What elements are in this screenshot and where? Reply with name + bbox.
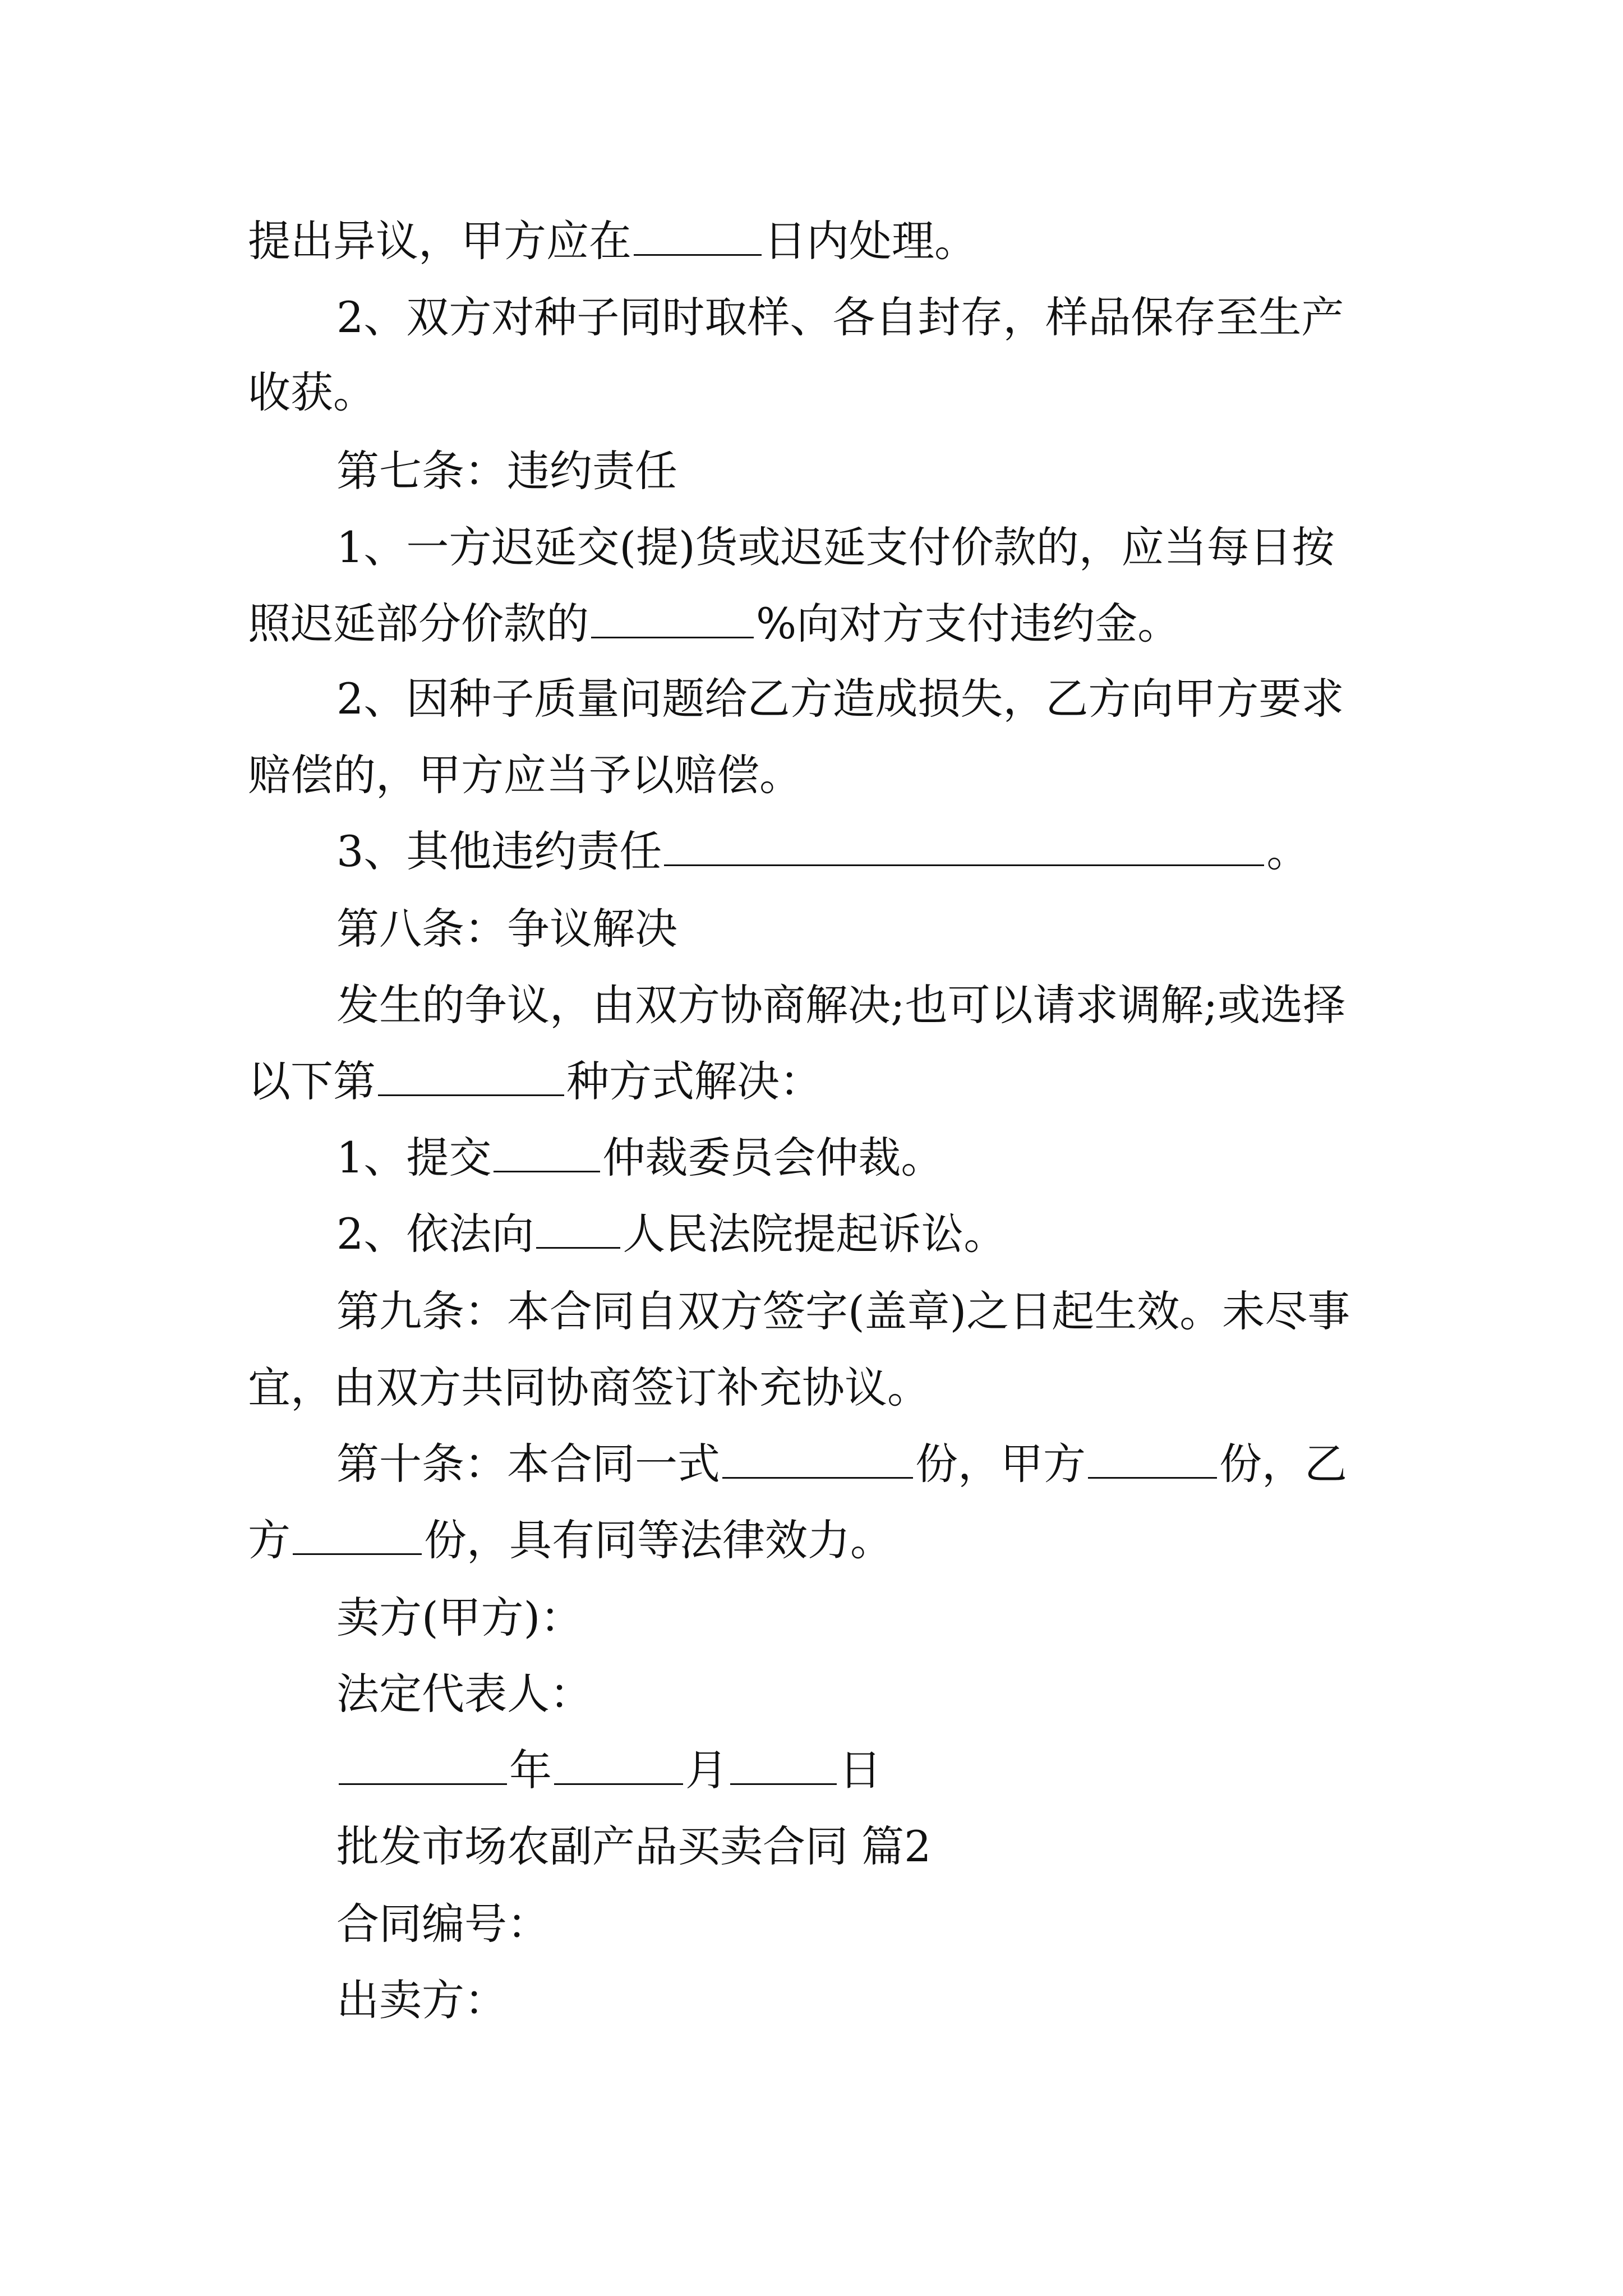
- blank-field[interactable]: [293, 1519, 422, 1555]
- text-line: [336, 1131, 943, 1185]
- date-year-label: 年: [509, 1745, 552, 1795]
- blank-field[interactable]: [494, 1136, 600, 1172]
- signature-seller: 卖方(甲方)：: [336, 1593, 583, 1642]
- text-segment: %向对方支付违约金。: [756, 599, 1181, 648]
- text-segment: 。: [1266, 826, 1310, 876]
- blank-field[interactable]: [664, 830, 1264, 866]
- signature-legal-rep: 法定代表人：: [336, 1669, 592, 1719]
- text-line: [336, 825, 1309, 878]
- date-day-label: 日: [839, 1745, 882, 1795]
- text-segment: 照迟延部分价款的: [248, 599, 589, 648]
- text-line: 1、一方迟延交(提)货或迟延支付价款的，应当每日按: [336, 522, 1335, 572]
- text-line: [248, 214, 977, 268]
- date-month-label: 月: [685, 1745, 728, 1795]
- document-title: 批发市场农副产品买卖合同 篇2: [336, 1821, 932, 1871]
- text-segment: 份，乙: [1219, 1439, 1347, 1489]
- blank-field[interactable]: [536, 1212, 620, 1249]
- text-line: 2、双方对种子同时取样、各自封存，样品保存至生产: [336, 292, 1344, 342]
- text-segment: 以下第: [248, 1056, 376, 1106]
- text-line: 赔偿的，甲方应当予以赔偿。: [248, 750, 802, 800]
- blank-field[interactable]: [378, 1060, 564, 1096]
- text-segment: 日内处理。: [764, 216, 977, 266]
- text-segment: 份，甲方: [915, 1439, 1086, 1489]
- blank-field[interactable]: [722, 1442, 913, 1479]
- text-segment: 提出异议，甲方应在: [248, 216, 631, 266]
- seller-label: 出卖方：: [336, 1975, 507, 2025]
- text-line: [248, 597, 1180, 651]
- text-segment: 方: [248, 1515, 291, 1565]
- blank-field[interactable]: [339, 1749, 507, 1785]
- text-line: [248, 1055, 822, 1108]
- contract-number-label: 合同编号：: [336, 1899, 550, 1949]
- blank-field[interactable]: [554, 1749, 683, 1785]
- section-heading: 第八条：争议解决: [336, 904, 677, 954]
- blank-field[interactable]: [1088, 1442, 1217, 1479]
- text-line: 宜，由双方共同协商签订补充协议。: [248, 1363, 930, 1412]
- date-line: [336, 1743, 882, 1797]
- text-segment: 2、依法向: [336, 1209, 534, 1259]
- text-line: 第九条：本合同自双方签字(盖章)之日起生效。未尽事: [336, 1286, 1350, 1336]
- text-segment: 3、其他违约责任: [336, 826, 662, 876]
- text-segment: 仲裁委员会仲裁。: [602, 1133, 944, 1182]
- text-line: [248, 1513, 893, 1567]
- section-heading: 第七条：违约责任: [336, 446, 677, 496]
- text-segment: 第十条：本合同一式: [336, 1439, 720, 1489]
- text-segment: 1、提交: [336, 1133, 492, 1182]
- text-line: 发生的争议，由双方协商解决;也可以请求调解;或选择: [336, 980, 1346, 1030]
- text-line: 收获。: [248, 367, 376, 417]
- text-segment: 份，具有同等法律效力。: [424, 1515, 893, 1565]
- text-line: 2、因种子质量问题给乙方造成损失，乙方向甲方要求: [336, 674, 1344, 724]
- text-line: [336, 1437, 1347, 1491]
- text-segment: 人民法院提起诉讼。: [623, 1209, 1007, 1259]
- blank-field[interactable]: [591, 602, 754, 638]
- text-line: [336, 1207, 1006, 1261]
- text-segment: 种方式解决：: [566, 1056, 822, 1106]
- blank-field[interactable]: [634, 219, 762, 256]
- blank-field[interactable]: [730, 1749, 837, 1785]
